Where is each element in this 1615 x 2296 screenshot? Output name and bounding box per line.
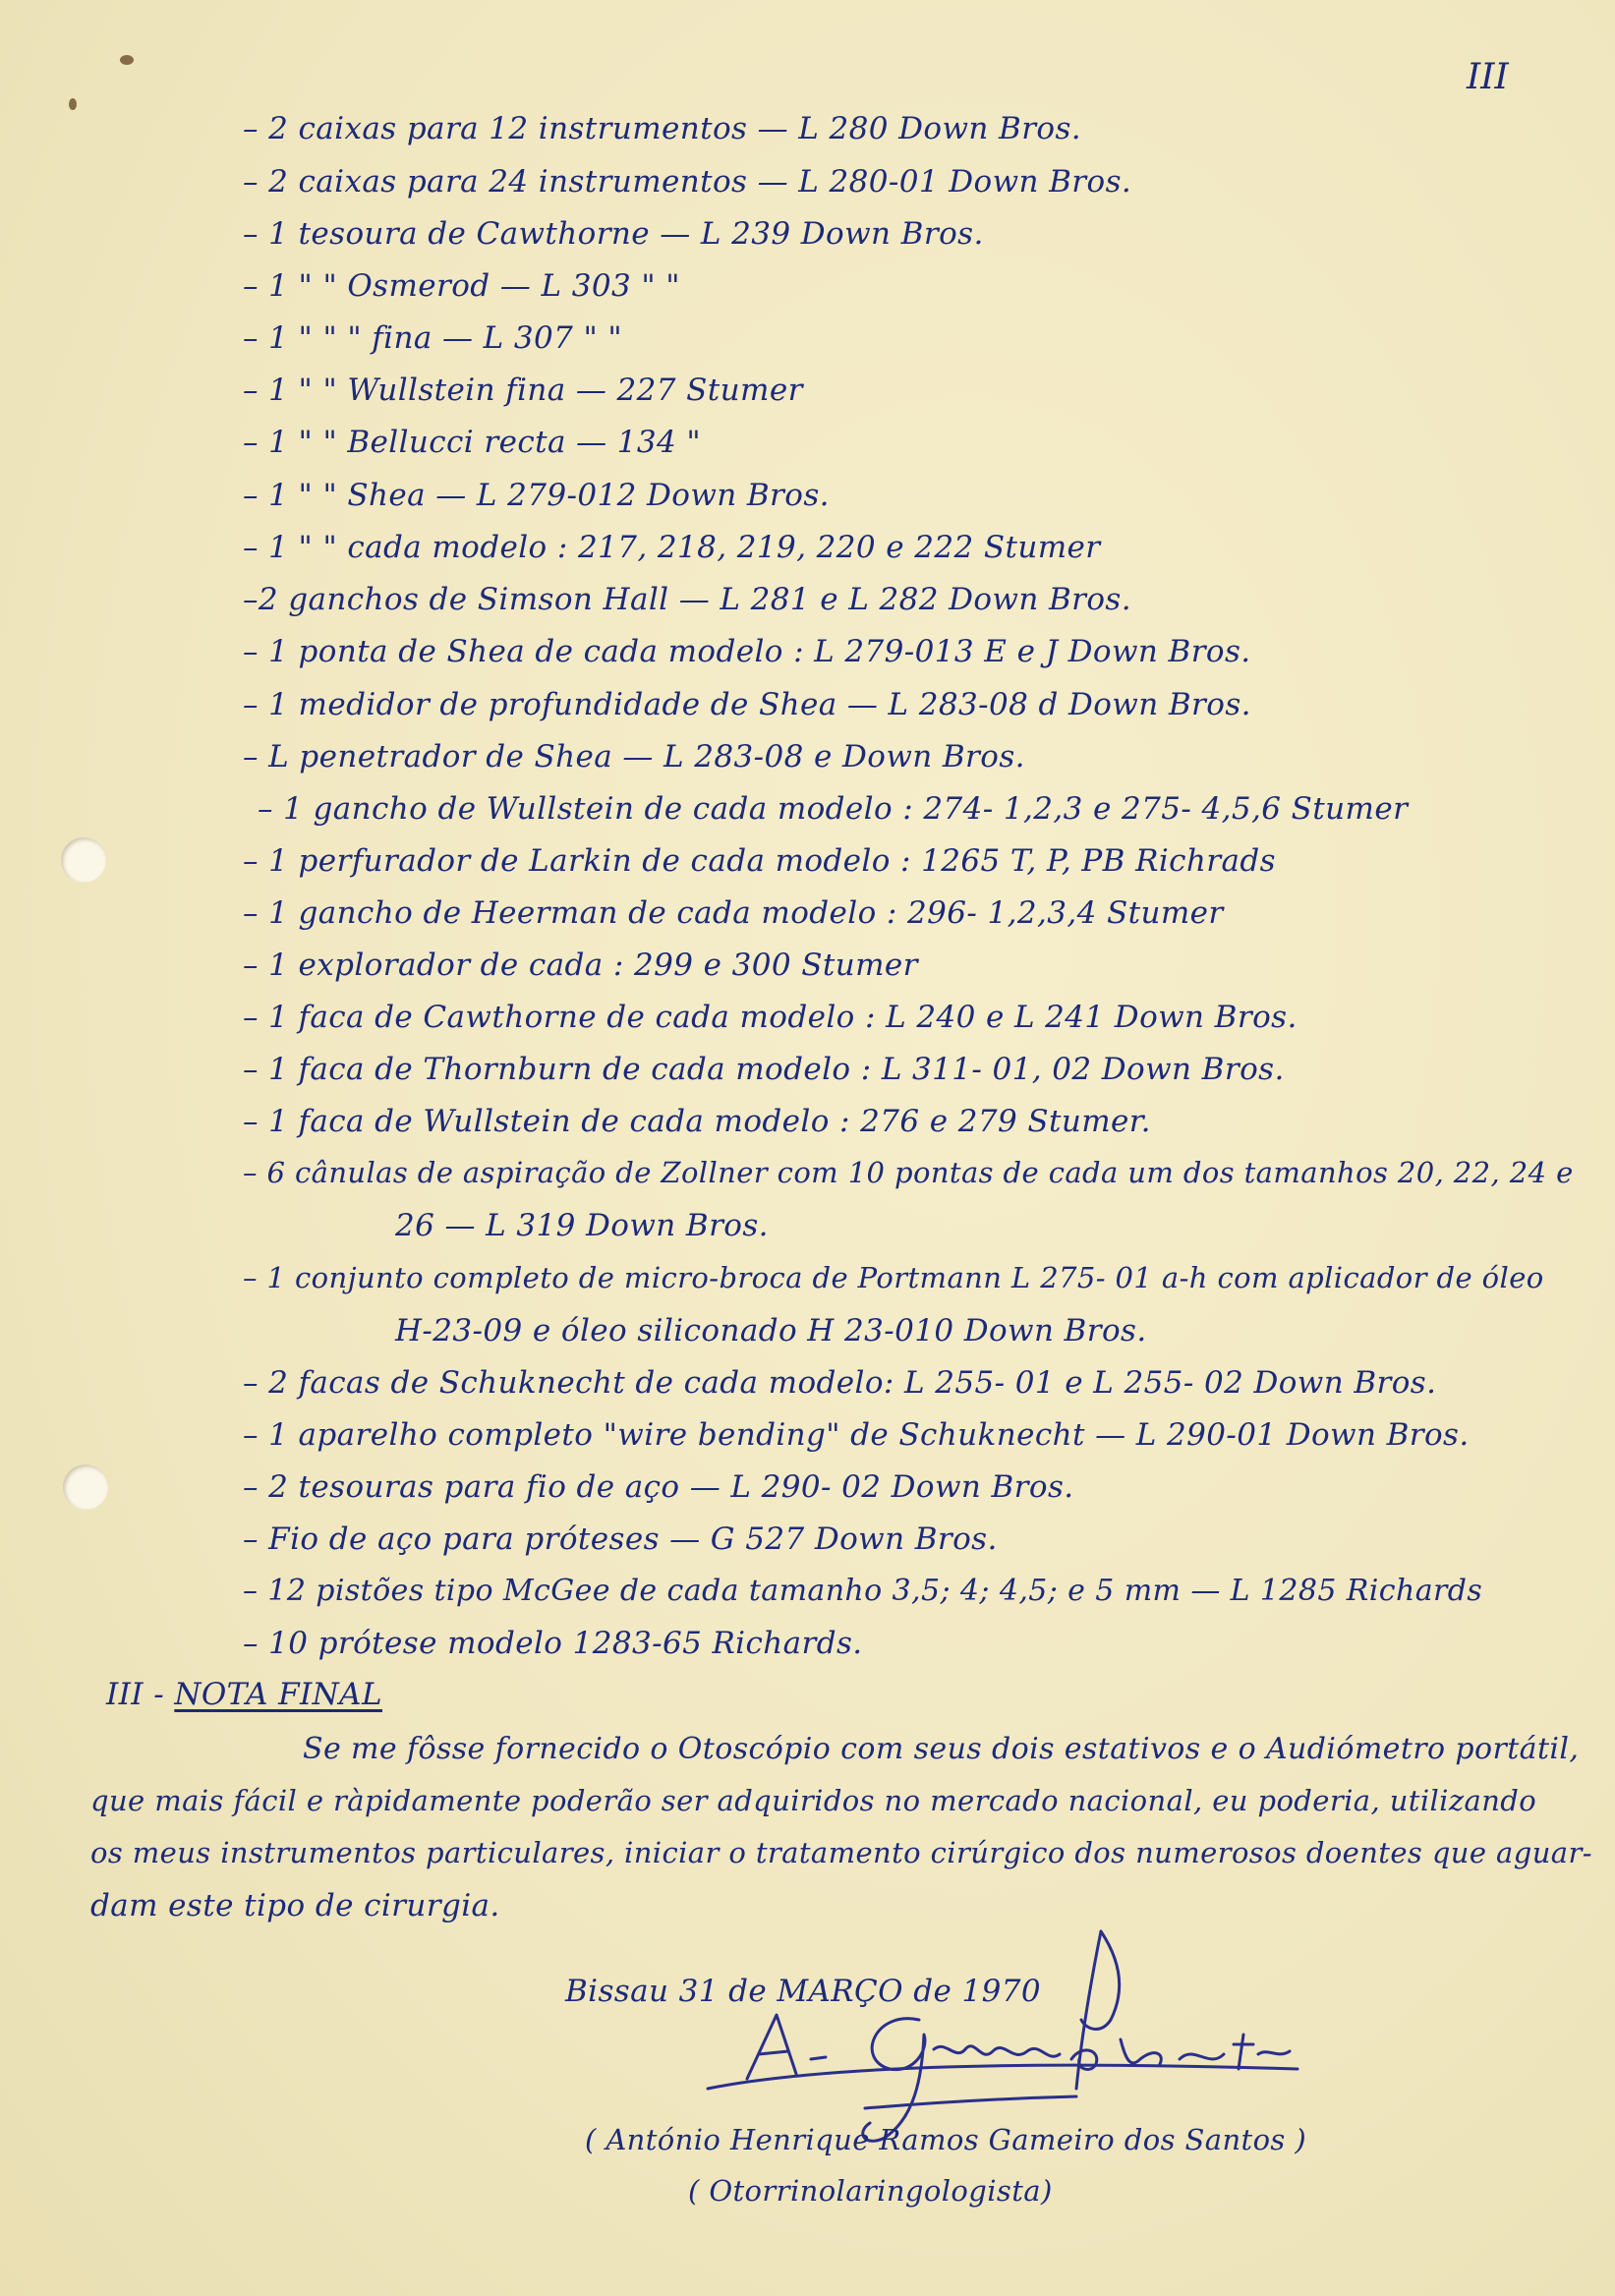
- list-item: – 2 facas de Schuknecht de cada modelo: L 255- 01 e L 255- 02 Down Bros.: [243, 1365, 1437, 1401]
- list-item-continuation: 26 — L 319 Down Bros.: [395, 1208, 769, 1243]
- list-item: – 2 caixas para 12 instrumentos — L 280 Down Bros.: [243, 111, 1082, 146]
- paragraph-line: os meus instrumentos particulares, iniciar o tratamento cirúrgico dos numerosos doentes que aguar-: [90, 1836, 1592, 1869]
- list-item: – 1 " " Bellucci recta — 134 ": [243, 425, 702, 460]
- page-number: III: [1467, 57, 1509, 97]
- list-item: – 1 conjunto completo de micro-broca de Portmann L 275- 01 a-h com aplicador de óleo: [243, 1261, 1544, 1294]
- list-item: – 1 gancho de Wullstein de cada modelo : 274- 1,2,3 e 275- 4,5,6 Stumer: [258, 791, 1409, 827]
- list-item: – 1 ponta de Shea de cada modelo : L 279-013 E e J Down Bros.: [243, 634, 1251, 669]
- list-item: –2 ganchos de Simson Hall — L 281 e L 282 Down Bros.: [243, 582, 1131, 617]
- signer-name: ( António Henrique Ramos Gameiro dos Santos ): [585, 2123, 1307, 2156]
- list-item: – 1 gancho de Heerman de cada modelo : 296- 1,2,3,4 Stumer: [243, 895, 1224, 931]
- section-heading: [106, 1677, 382, 1712]
- list-item: – 1 faca de Wullstein de cada modelo : 276 e 279 Stumer.: [243, 1104, 1151, 1139]
- paragraph-line: Se me fôsse fornecido o Otoscópio com seus dois estativos e o Audiómetro portátil,: [303, 1732, 1580, 1766]
- list-item: – 1 perfurador de Larkin de cada modelo : 1265 T, P, PB Richrads: [243, 843, 1276, 879]
- section-number: III -: [106, 1677, 165, 1712]
- section-title: NOTA FINAL: [174, 1677, 382, 1712]
- list-item: – 1 " " cada modelo : 217, 218, 219, 220 e 222 Stumer: [243, 530, 1101, 565]
- punch-hole: [61, 837, 106, 883]
- list-item: – 2 caixas para 24 instrumentos — L 280-01 Down Bros.: [243, 164, 1132, 200]
- punch-hole: [63, 1464, 108, 1510]
- ink-stain: [69, 98, 77, 110]
- signer-title: ( Otorrinolaringologista): [688, 2174, 1053, 2208]
- list-item: – 6 cânulas de aspiração de Zollner com 10 pontas de cada um dos tamanhos 20, 22, 24 e: [243, 1156, 1574, 1189]
- list-item: – 1 aparelho completo "wire bending" de Schuknecht — L 290-01 Down Bros.: [243, 1417, 1470, 1453]
- list-item: – 1 " " Osmerod — L 303 " ": [243, 268, 680, 304]
- date-line: Bissau 31 de MARÇO de 1970: [565, 1974, 1041, 2009]
- list-item: – 1 faca de Thornburn de cada modelo : L 311- 01, 02 Down Bros.: [243, 1052, 1285, 1087]
- list-item: – 1 " " Shea — L 279-012 Down Bros.: [243, 478, 830, 513]
- handwritten-signature: [688, 1922, 1317, 2157]
- list-item: – 1 tesoura de Cawthorne — L 239 Down Bros.: [243, 216, 984, 252]
- paragraph-line: dam este tipo de cirurgia.: [90, 1888, 500, 1923]
- paragraph-line: que mais fácil e ràpidamente poderão ser adquiridos no mercado nacional, eu poderia, utilizando: [90, 1784, 1537, 1817]
- ink-stain: [120, 55, 134, 65]
- list-item: – Fio de aço para próteses — G 527 Down Bros.: [243, 1521, 998, 1557]
- list-item: – 2 tesouras para fio de aço — L 290- 02 Down Bros.: [243, 1469, 1074, 1505]
- list-item: – 1 explorador de cada : 299 e 300 Stumer: [243, 947, 918, 983]
- list-item: – 10 prótese modelo 1283-65 Richards.: [243, 1626, 863, 1661]
- list-item: – L penetrador de Shea — L 283-08 e Down Bros.: [243, 739, 1025, 775]
- list-item-continuation: H-23-09 e óleo siliconado H 23-010 Down Bros.: [395, 1313, 1147, 1349]
- list-item: – 1 " " " fina — L 307 " ": [243, 320, 623, 356]
- list-item: – 12 pistões tipo McGee de cada tamanho 3,5; 4; 4,5; e 5 mm — L 1285 Richards: [243, 1574, 1483, 1608]
- list-item: – 1 faca de Cawthorne de cada modelo : L 240 e L 241 Down Bros.: [243, 1000, 1298, 1035]
- list-item: – 1 " " Wullstein fina — 227 Stumer: [243, 373, 803, 408]
- list-item: – 1 medidor de profundidade de Shea — L 283-08 d Down Bros.: [243, 687, 1251, 722]
